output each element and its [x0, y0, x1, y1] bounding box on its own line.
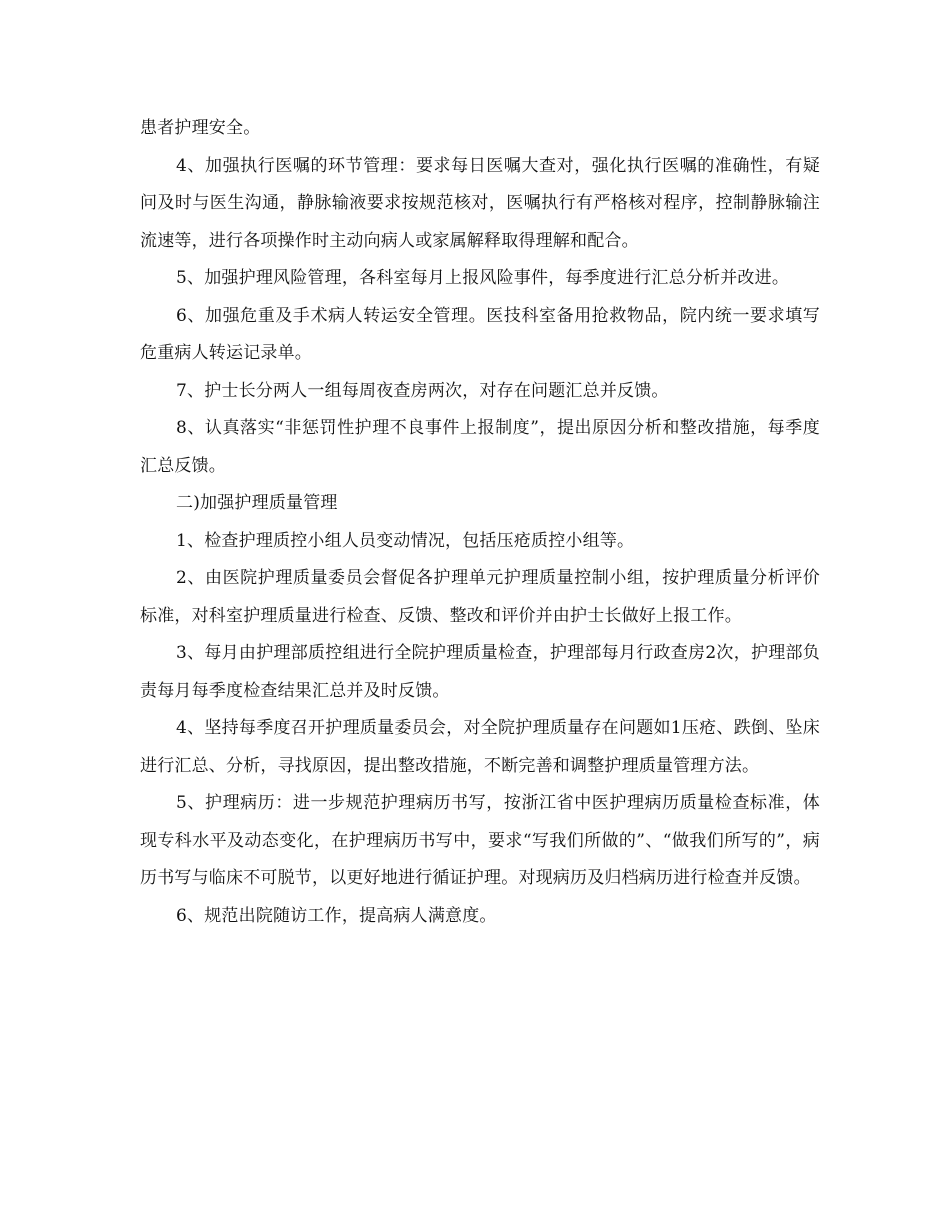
- paragraph-item-2-quality-committee: 2、由医院护理质量委员会督促各护理单元护理质量控制小组，按护理质量分析评价标准，对科室护理质量进行检查、反馈、整改和评价并由护士长做好上报工作。: [140, 568, 820, 626]
- paragraph-item-5-risk-management: 5、加强护理风险管理，各科室每月上报风险事件，每季度进行汇总分析并改进。: [176, 268, 790, 288]
- section-heading-quality-management: 二)加强护理质量管理: [176, 493, 338, 513]
- paragraph-item-4-order-execution: 4、加强执行医嘱的环节管理：要求每日医嘱大查对，强化执行医嘱的准确性，有疑问及时与医生沟通，静脉输液要求按规范核对，医嘱执行有严格核对程序，控制静脉输注流速等，进行各项操作时主动向病人或家属解释取得理解和配合。: [140, 155, 820, 251]
- paragraph-item-3-monthly-inspection: 3、每月由护理部质控组进行全院护理质量检查，护理部每月行政查房2次，护理部负责每月每季度检查结果汇总并及时反馈。: [140, 643, 820, 701]
- document-body: [140, 110, 820, 935]
- paragraph-continuation: 患者护理安全。: [140, 118, 261, 138]
- paragraph-item-4-quarterly-meeting: 4、坚持每季度召开护理质量委员会，对全院护理质量存在问题如1压疮、跌倒、坠床进行汇总、分析，寻找原因，提出整改措施，不断完善和调整护理质量管理方法。: [140, 718, 820, 776]
- paragraph-item-8-adverse-events: 8、认真落实“非惩罚性护理不良事件上报制度”，提出原因分析和整改措施，每季度汇总反馈。: [140, 418, 820, 476]
- paragraph-item-1-quality-group: 1、检查护理质控小组人员变动情况，包括压疮质控小组等。: [176, 530, 635, 551]
- paragraph-item-6-transfer-safety: 6、加强危重及手术病人转运安全管理。医技科室备用抢救物品，院内统一要求填写危重病人转运记录单。: [140, 305, 820, 363]
- paragraph-item-7-night-rounds: 7、护士长分两人一组每周夜查房两次，对存在问题汇总并反馈。: [176, 380, 669, 401]
- paragraph-item-6-follow-up: 6、规范出院随访工作，提高病人满意度。: [176, 905, 497, 926]
- paragraph-item-5-nursing-records: 5、护理病历：进一步规范护理病历书写，按浙江省中医护理病历质量检查标准，体现专科水平及动态变化，在护理病历书写中，要求“写我们所做的”、“做我们所写的”，病历书写与临床不可脱节，以更好地进行循证护理。对现病历及归档病历进行检查并反馈。: [140, 793, 820, 888]
